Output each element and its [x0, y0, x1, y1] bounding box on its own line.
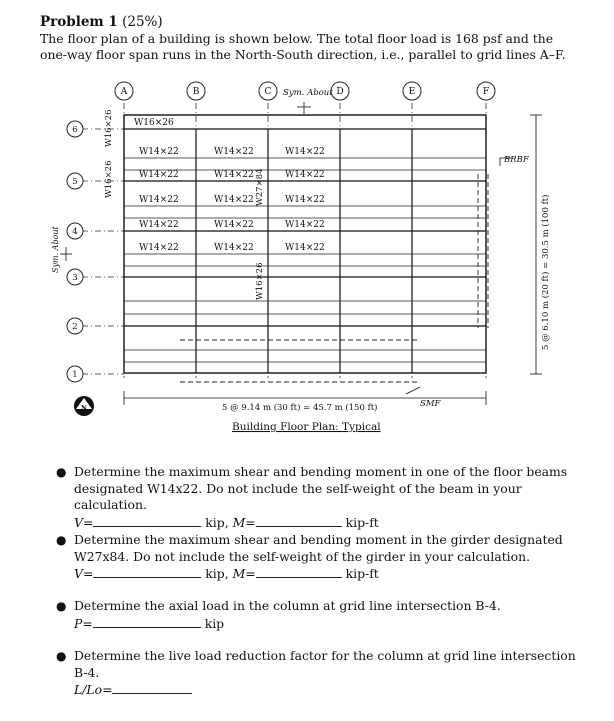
sym-left-icon: [60, 247, 72, 261]
floor-plan-drawing: [0, 78, 614, 443]
grid-label-b: B: [192, 87, 200, 97]
vertical-dimension: 5 @ 6.10 m (20 ft) = 30.5 m (100 ft): [541, 194, 551, 350]
grid-label-3: 3: [72, 273, 78, 283]
v-unit: kip,: [205, 514, 229, 530]
m-answer-blank[interactable]: [256, 514, 342, 527]
top-girder-label: W16×26: [134, 118, 174, 128]
brbf-label: BRBF: [504, 155, 529, 165]
svg-text:W14×22: W14×22: [214, 243, 254, 253]
question-4-answer-row: [74, 681, 580, 699]
m-answer-blank[interactable]: [256, 565, 342, 578]
bullet-icon: ●: [56, 649, 67, 663]
grid-label-6: 6: [72, 125, 78, 135]
svg-text:W14×22: W14×22: [139, 243, 179, 253]
bullet-icon: ●: [56, 599, 67, 613]
left-girder-label-2: W16×26: [104, 109, 114, 147]
grid-label-f: F: [482, 87, 490, 97]
svg-text:W14×22: W14×22: [285, 220, 325, 230]
svg-text:W14×22: W14×22: [139, 170, 179, 180]
svg-text:W14×22: W14×22: [285, 170, 325, 180]
v-label: V=: [74, 514, 94, 530]
beam-labels: [139, 147, 325, 253]
problem-intro: The floor plan of a building is shown below. The total floor load is 168 psf and the one-way floor span runs in the North-South direction, i.e., parallel to grid lines A–F.: [40, 31, 566, 62]
question-3-answer-row: [74, 615, 580, 633]
svg-text:W14×22: W14×22: [214, 195, 254, 205]
row-grid-lines: [82, 129, 124, 374]
svg-text:W14×22: W14×22: [285, 195, 325, 205]
sym-top-icon: [297, 102, 311, 114]
question-3: [56, 598, 580, 632]
svg-text:W14×22: W14×22: [139, 147, 179, 157]
bullet-icon: ●: [56, 465, 67, 479]
p-answer-blank[interactable]: [93, 615, 201, 628]
grid-label-a: A: [120, 87, 128, 97]
mid-girder-label: W27×84: [255, 168, 265, 206]
problem-heading: Problem 1: [40, 14, 118, 30]
grid-label-e: E: [408, 87, 416, 97]
grid-label-c: C: [264, 87, 272, 97]
svg-text:W14×22: W14×22: [285, 243, 325, 253]
l-answer-blank[interactable]: [112, 681, 192, 694]
horizontal-dimension: 5 @ 9.14 m (30 ft) = 45.7 m (150 ft): [222, 403, 378, 413]
question-1-text: Determine the maximum shear and bending moment in one of the floor beams designated W14x22. Do not include the self-weight of the beam in your calculation.: [74, 464, 568, 512]
mid-girder-label-2: W16×26: [255, 262, 265, 300]
l-label: L/Lo=: [74, 682, 113, 697]
m-unit: kip-ft: [345, 514, 379, 530]
problem-title: [40, 14, 163, 30]
svg-text:W14×22: W14×22: [214, 147, 254, 157]
m-label: M=: [232, 566, 256, 581]
question-1: [56, 464, 580, 531]
question-4: [56, 648, 580, 699]
question-2-answer-row: [74, 565, 580, 583]
svg-text:W14×22: W14×22: [214, 170, 254, 180]
column-grid-lines: [124, 103, 486, 378]
left-grid-bubbles: [67, 121, 83, 382]
p-label: P=: [74, 615, 93, 631]
smf-label: SMF: [420, 399, 441, 409]
left-girder-label: W16×26: [104, 160, 114, 198]
smf-frame: [180, 340, 420, 382]
grid-label-4: 4: [72, 227, 78, 237]
sym-top-label: Sym. About: [283, 88, 333, 98]
floor-beams: [124, 158, 486, 362]
plan-caption: Building Floor Plan: Typical: [232, 421, 381, 433]
v-answer-blank[interactable]: [93, 514, 201, 527]
grid-label-d: D: [336, 87, 344, 97]
p-unit: kip: [204, 615, 225, 631]
svg-text:W14×22: W14×22: [214, 220, 254, 230]
question-2-text: Determine the maximum shear and bending moment in the girder designated W27x84. Do not include the self-weight of the girder in your calculation.: [74, 532, 563, 564]
v-unit: kip,: [205, 566, 229, 581]
question-2: [56, 532, 580, 583]
north-label: N: [81, 404, 87, 412]
question-3-text: Determine the axial load in the column at grid line intersection B-4.: [74, 598, 501, 613]
question-4-text: Determine the live load reduction factor for the column at grid line intersection B-4.: [74, 648, 576, 680]
svg-text:W14×22: W14×22: [285, 147, 325, 157]
bullet-icon: ●: [56, 533, 67, 547]
v-answer-blank[interactable]: [93, 565, 201, 578]
v-label: V=: [74, 566, 94, 581]
problem-weight: (25%): [122, 14, 163, 30]
grid-label-1: 1: [72, 370, 78, 380]
svg-text:W14×22: W14×22: [139, 195, 179, 205]
m-unit: kip-ft: [345, 566, 379, 581]
question-1-answer-row: [74, 514, 580, 532]
sym-left-label: Sym. About: [51, 226, 60, 273]
m-label: M=: [232, 514, 256, 530]
svg-text:W14×22: W14×22: [139, 220, 179, 230]
grid-label-5: 5: [72, 177, 78, 187]
grid-label-2: 2: [72, 322, 78, 332]
